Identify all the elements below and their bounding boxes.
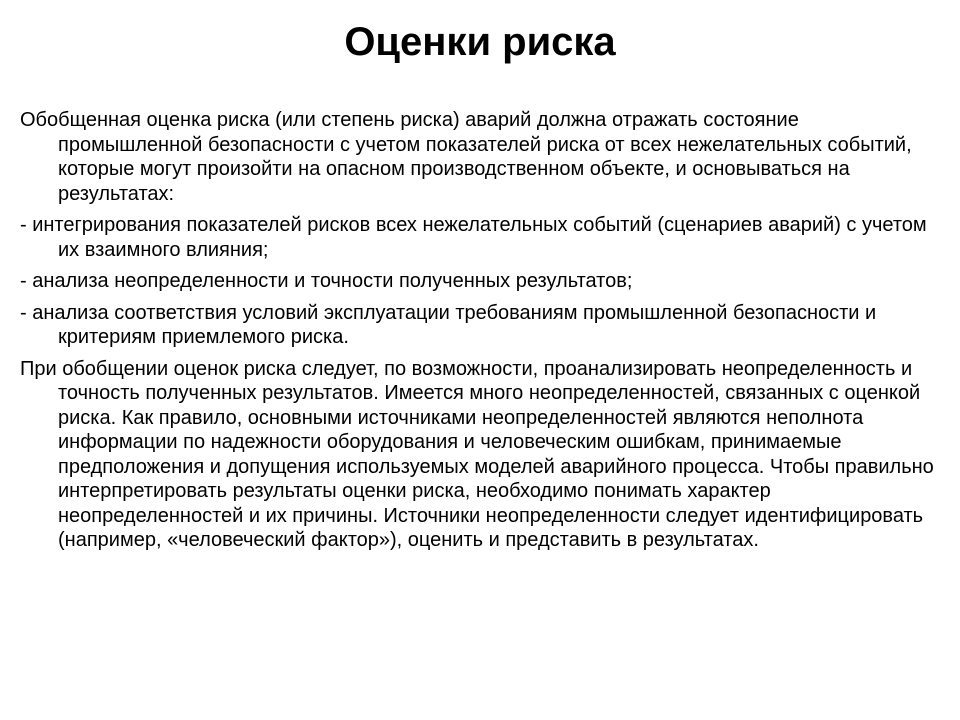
- uncertainty-paragraph: При обобщении оценок риска следует, по возможности, проанализировать неопределенность и точность полученных результатов. Имеется много неопределенностей, связанных с оценкой риска. Как правило, основными источниками неопределенностей являются неполнота информации по надежности оборудования и человеческим ошибкам, принимаемые предположения и допущения используемых моделей аварийного процесса. Чтобы правильно интерпретировать результаты оценки риска, необходимо понимать характер неопределенностей и их причины. Источники неопределенности следует идентифицировать (например, «человеческий фактор»), оценить и представить в результатах.: [20, 357, 934, 551]
- intro-paragraph: Обобщенная оценка риска (или степень риска) аварий должна отражать состояние промышленной безопасности с учетом показателей риска от всех нежелательных событий, которые могут произойти на опасном производственном объекте, и основываться на результатах:: [20, 109, 912, 205]
- slide-body: [20, 108, 940, 560]
- list-item-integration: - интегрирования показателей рисков всех нежелательных событий (сценариев аварий) с учетом их взаимного влияния;: [20, 214, 927, 261]
- list-item-compliance-analysis: - анализа соответствия условий эксплуатации требованиям промышленной безопасности и критериям приемлемого риска.: [20, 301, 877, 348]
- list-item-uncertainty-analysis: - анализа неопределенности и точности полученных результатов;: [20, 270, 633, 292]
- slide-title: Оценки риска: [344, 20, 616, 64]
